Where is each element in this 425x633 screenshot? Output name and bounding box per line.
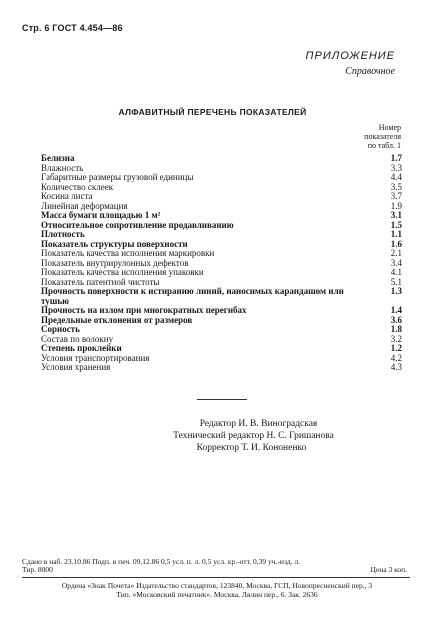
list-item-number: 5.1 bbox=[390, 276, 402, 287]
footer-rule bbox=[22, 577, 410, 578]
list-item-name: Состав по волокну bbox=[41, 333, 114, 344]
list-item-name: Сорность bbox=[41, 324, 80, 334]
list-item-number: 3.6 bbox=[390, 314, 402, 325]
list-item-number: 3.3 bbox=[390, 162, 402, 173]
publication-price: Цена 3 коп. bbox=[370, 565, 407, 574]
appendix-label bbox=[306, 50, 395, 77]
divider-line bbox=[197, 399, 247, 400]
list-item-name: Предельные отклонения от размеров bbox=[41, 314, 193, 325]
printer-info bbox=[22, 582, 412, 599]
list-item-name: Плотность bbox=[41, 229, 85, 239]
list-item bbox=[41, 363, 402, 373]
list-item bbox=[41, 221, 402, 231]
column-header-line1: Номер bbox=[378, 123, 401, 132]
list-item-name: Количество склеек bbox=[41, 181, 114, 192]
list-item-name: Показатель структуры поверхности bbox=[41, 238, 188, 249]
list-item-number: 3.2 bbox=[390, 333, 402, 344]
list-item-number: 3.5 bbox=[390, 181, 402, 192]
list-item-name: Линейная деформация bbox=[41, 200, 128, 211]
list-item-number: 1.6 bbox=[390, 238, 402, 249]
list-item bbox=[41, 287, 402, 306]
list-item-number: 1.2 bbox=[390, 343, 402, 353]
editor-line: Редактор И. В. Виноградская bbox=[199, 419, 318, 429]
list-item bbox=[41, 183, 402, 193]
list-item-number: 1.9 bbox=[390, 200, 402, 211]
list-item-number: 1.3 bbox=[390, 286, 402, 296]
indicator-list bbox=[41, 154, 402, 373]
appendix-subtitle: Справочное bbox=[345, 66, 395, 77]
list-item-name: Влажность bbox=[41, 162, 84, 173]
list-item-number: 4.1 bbox=[390, 267, 402, 277]
list-item-name: Габаритные размеры грузовой единицы bbox=[41, 172, 194, 182]
corrector-line: Корректор Т. И. Кононенко bbox=[196, 443, 307, 453]
list-item-name: Прочность на излом при многократных перегибах bbox=[41, 305, 247, 315]
list-item-number: 1.4 bbox=[390, 305, 402, 315]
list-item-name: Показатель качества исполнения маркировки bbox=[41, 248, 215, 258]
list-item bbox=[41, 316, 402, 326]
document-title: АЛФАВИТНЫЙ ПЕРЕЧЕНЬ ПОКАЗАТЕЛЕЙ bbox=[118, 107, 307, 117]
page-header: Стр. 6 ГОСТ 4.454—86 bbox=[22, 23, 123, 33]
list-item-name: Косина листа bbox=[41, 191, 93, 201]
publication-print-run: Тир. 8000 bbox=[22, 565, 53, 574]
list-item-number: 3.7 bbox=[390, 191, 402, 201]
list-item-name: Масса бумаги площадью 1 м² bbox=[41, 210, 161, 220]
list-item-number: 1.5 bbox=[390, 219, 402, 230]
editors-block bbox=[0, 418, 425, 454]
list-item-name: Белизна bbox=[41, 153, 75, 163]
column-header-line3: по табл. 1 bbox=[367, 141, 401, 150]
list-item-number: 3.4 bbox=[390, 257, 402, 268]
column-header-line2: показателя bbox=[364, 132, 401, 141]
list-item-number: 4.2 bbox=[390, 352, 402, 363]
publication-line1: Сдано в наб. 23.10.86 Подп. в печ. 09.12.86 0,5 усл. п. л. 0,5 усл. кр.-отт. 0,39 уч.-изд. л. bbox=[22, 557, 300, 566]
printer-line2: Тип. «Московский печатник». Москва, Лялин пер., 6. Зак. 2636 bbox=[116, 589, 318, 599]
tech-editor-line: Технический редактор Н. С. Гришанова bbox=[173, 431, 334, 441]
list-item-number: 4.4 bbox=[390, 172, 402, 182]
list-item-name: Относительное сопротивление продавливанию bbox=[41, 219, 234, 230]
list-item-number: 1.7 bbox=[390, 153, 402, 163]
printer-line1: Ордена «Знак Почета» Издательство стандартов, 123840, Москва, ГСП, Новопресненский пер., 3 bbox=[61, 581, 373, 590]
list-item-name: Прочность поверхности к истиранию линий, наносимых карандашом или тушью bbox=[41, 286, 344, 306]
list-item bbox=[41, 154, 402, 164]
list-item-number: 4.3 bbox=[390, 362, 402, 372]
list-item-name: Показатель качества исполнения упаковки bbox=[41, 267, 204, 277]
list-item-number: 1.8 bbox=[390, 324, 402, 334]
appendix-title: ПРИЛОЖЕНИЕ bbox=[305, 50, 395, 62]
list-item-number: 2.1 bbox=[390, 248, 402, 258]
list-item-name: Показатель внутрирулонных дефектов bbox=[41, 257, 189, 268]
list-item-number: 3.1 bbox=[390, 210, 402, 220]
publication-info bbox=[22, 558, 407, 574]
list-item-number: 1.1 bbox=[390, 229, 402, 239]
list-item-name: Условия транспортирования bbox=[41, 352, 150, 363]
list-item-name: Показатель патентной чистоты bbox=[41, 276, 160, 287]
column-header bbox=[364, 123, 401, 150]
list-item-name: Условия хранения bbox=[41, 362, 111, 372]
list-item-name: Степень проклейки bbox=[41, 343, 122, 353]
